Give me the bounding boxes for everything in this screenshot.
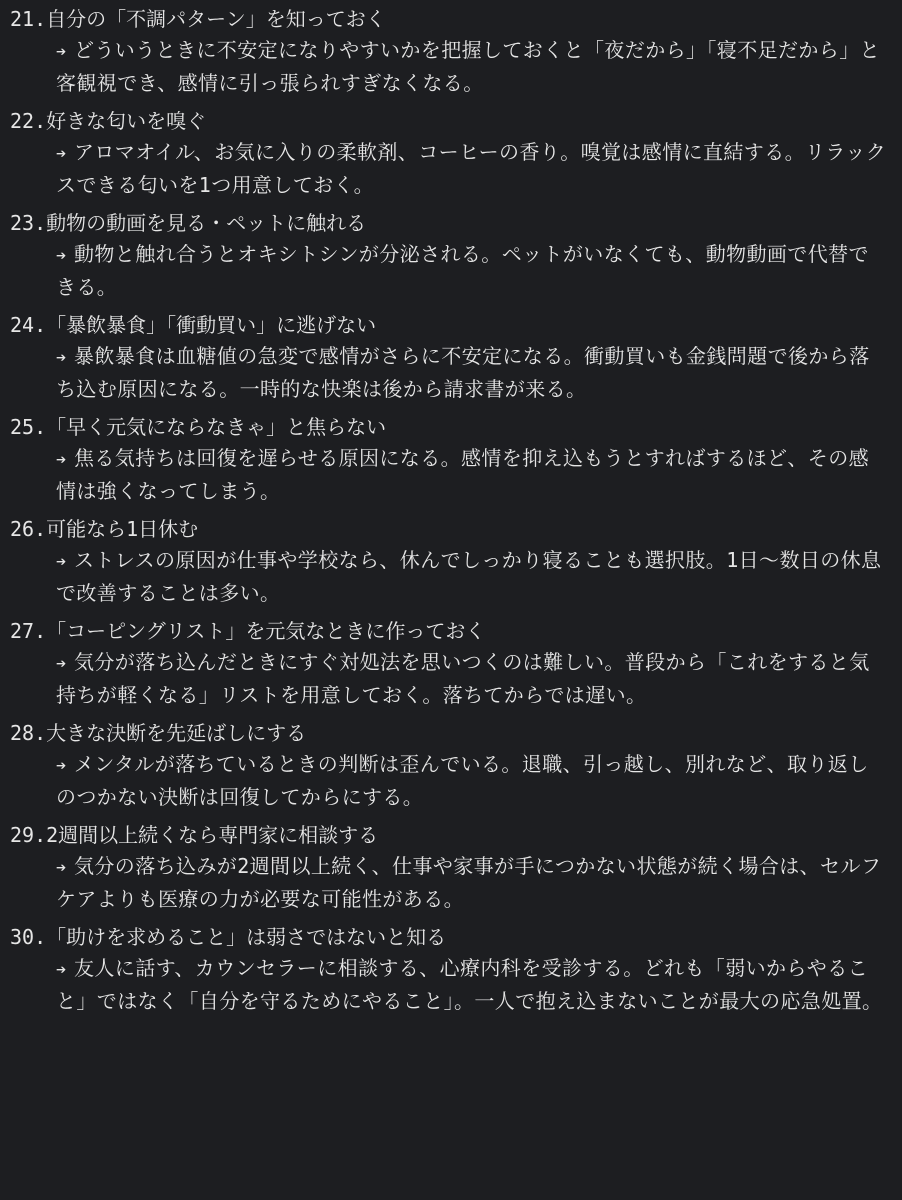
item-heading bbox=[10, 4, 892, 35]
item-number: 30. bbox=[10, 925, 47, 949]
item-number: 21. bbox=[10, 7, 47, 31]
item-body bbox=[56, 35, 888, 99]
item-title: 「コーピングリスト」を元気なときに作っておく bbox=[46, 619, 486, 643]
item-heading bbox=[10, 922, 892, 953]
item-heading bbox=[10, 718, 892, 749]
arrow-icon: ➔ bbox=[56, 42, 67, 62]
item-heading bbox=[10, 616, 892, 647]
item-body-text: 動物と触れ合うとオキシトシンが分泌される。ペットがいなくても、動物動画で代替できる。 bbox=[56, 242, 869, 299]
item-title: 自分の「不調パターン」を知っておく bbox=[46, 7, 386, 31]
item-body bbox=[56, 953, 888, 1017]
item-body-text: ストレスの原因が仕事や学校なら、休んでしっかり寝ることも選択肢。1日〜数日の休息で改善することは多い。 bbox=[56, 548, 882, 605]
item-body bbox=[56, 341, 888, 405]
arrow-icon: ➔ bbox=[56, 246, 67, 266]
arrow-icon: ➔ bbox=[56, 960, 67, 980]
list-item bbox=[10, 4, 892, 99]
item-heading bbox=[10, 820, 892, 851]
item-body-text: 焦る気持ちは回復を遅らせる原因になる。感情を抑え込もうとすればするほど、その感情は強くなってしまう。 bbox=[56, 446, 869, 503]
item-body bbox=[56, 545, 888, 609]
arrow-icon: ➔ bbox=[56, 348, 67, 368]
list-item bbox=[10, 922, 892, 1017]
item-number: 27. bbox=[10, 619, 47, 643]
item-title: 「早く元気にならなきゃ」と焦らない bbox=[46, 415, 387, 439]
arrow-icon: ➔ bbox=[56, 654, 67, 674]
item-number: 23. bbox=[10, 211, 47, 235]
item-title: 好きな匂いを嗅ぐ bbox=[46, 109, 207, 133]
item-body-text: 暴飲暴食は血糖値の急変で感情がさらに不安定になる。衝動買いも金銭問題で後から落ち込む原因になる。一時的な快楽は後から請求書が来る。 bbox=[56, 344, 870, 401]
arrow-icon: ➔ bbox=[56, 858, 67, 878]
item-heading bbox=[10, 106, 892, 137]
item-body-text: 気分の落ち込みが2週間以上続く、仕事や家事が手につかない状態が続く場合は、セルフケアよりも医療の力が必要な可能性がある。 bbox=[56, 854, 882, 911]
item-body bbox=[56, 851, 888, 915]
item-title: 動物の動画を見る・ペットに触れる bbox=[46, 211, 367, 235]
item-body-text: 気分が落ち込んだときにすぐ対処法を思いつくのは難しい。普段から「これをすると気持ちが軽くなる」リストを用意しておく。落ちてからでは遅い。 bbox=[56, 650, 870, 707]
item-number: 24. bbox=[10, 313, 47, 337]
item-title: 大きな決断を先延ばしにする bbox=[46, 721, 307, 745]
item-heading bbox=[10, 310, 892, 341]
list-item bbox=[10, 514, 892, 609]
item-body bbox=[56, 749, 888, 813]
item-body bbox=[56, 239, 888, 303]
item-body-text: アロマオイル、お気に入りの柔軟剤、コーヒーの香り。嗅覚は感情に直結する。リラックスできる匂いを1つ用意しておく。 bbox=[56, 140, 887, 197]
item-body-text: メンタルが落ちているときの判断は歪んでいる。退職、引っ越し、別れなど、取り返しのつかない決断は回復してからにする。 bbox=[56, 752, 869, 809]
item-heading bbox=[10, 412, 892, 443]
list-item bbox=[10, 820, 892, 915]
item-number: 28. bbox=[10, 721, 47, 745]
item-number: 22. bbox=[10, 109, 47, 133]
list-item bbox=[10, 412, 892, 507]
arrow-icon: ➔ bbox=[56, 756, 67, 776]
arrow-icon: ➔ bbox=[56, 552, 67, 572]
item-heading bbox=[10, 514, 892, 545]
item-title: 「暴飲暴食」「衝動買い」に逃げない bbox=[46, 313, 377, 337]
item-body bbox=[56, 647, 888, 711]
arrow-icon: ➔ bbox=[56, 450, 67, 470]
item-title: 2週間以上続くなら専門家に相談する bbox=[46, 823, 379, 847]
list-item bbox=[10, 208, 892, 303]
item-number: 29. bbox=[10, 823, 47, 847]
item-title: 「助けを求めること」は弱さではないと知る bbox=[46, 925, 447, 949]
item-body bbox=[56, 137, 888, 201]
item-number: 25. bbox=[10, 415, 47, 439]
item-heading bbox=[10, 208, 892, 239]
arrow-icon: ➔ bbox=[56, 144, 67, 164]
list-item bbox=[10, 106, 892, 201]
item-body-text: 友人に話す、カウンセラーに相談する、心療内科を受診する。どれも「弱いからやること」ではなく「自分を守るためにやること」。一人で抱え込まないことが最大の応急処置。 bbox=[56, 956, 883, 1013]
item-body-text: どういうときに不安定になりやすいかを把握しておくと「夜だから」「寝不足だから」と客観視でき、感情に引っ張られすぎなくなる。 bbox=[56, 38, 880, 95]
item-number: 26. bbox=[10, 517, 47, 541]
list-item bbox=[10, 310, 892, 405]
item-title: 可能なら1日休む bbox=[46, 517, 199, 541]
item-body bbox=[56, 443, 888, 507]
list-item bbox=[10, 616, 892, 711]
list-item bbox=[10, 718, 892, 813]
